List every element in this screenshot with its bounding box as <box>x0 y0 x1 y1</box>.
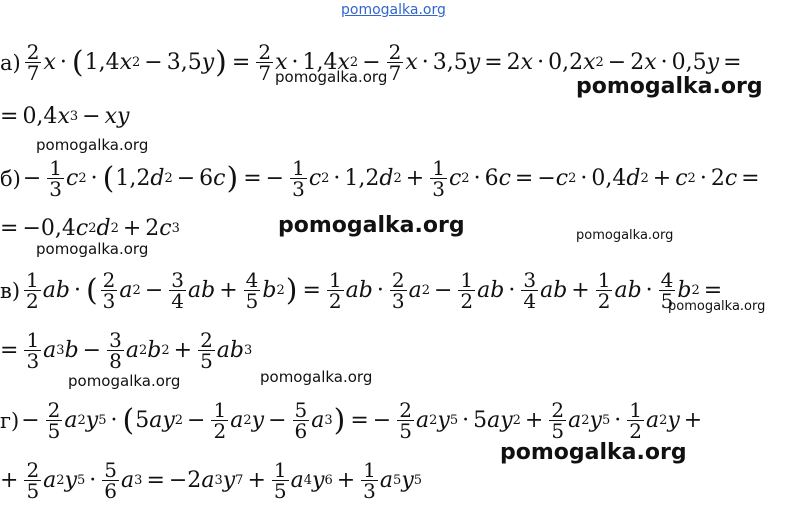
item-label-b: б) <box>0 166 21 191</box>
solution-a-line-1: а) $\frac{2}{7}$ x · ( 1,4 x 2 − 3,5 y ) = $\frac{2}{7}$ x · 1,4 x 2 − $\frac{2}{7}$ x · 3,5 y = 2 x · 0,2 x 2 − 2 x · 0,5 y = <box>0 40 742 85</box>
watermark: pomogalka.org <box>36 136 149 154</box>
item-label-v: в) <box>0 278 21 303</box>
solution-a-line-2: = 0,4 x 3 − xy <box>0 104 130 129</box>
solution-v-line-2: = $\frac{1}{3}$ a 3 b − $\frac{3}{8}$ a 2 b 2 + $\frac{2}{5}$ ab 3 <box>0 328 253 373</box>
fraction: $\frac{2}{7}$ <box>258 40 272 85</box>
watermark: pomogalka.org <box>500 440 687 465</box>
fraction: $\frac{2}{5}$ <box>200 328 213 373</box>
fraction: $\frac{3}{4}$ <box>523 268 537 313</box>
fraction: $\frac{2}{5}$ <box>47 398 61 443</box>
fraction: $\frac{1}{5}$ <box>273 458 287 503</box>
watermark: pomogalka.org <box>275 68 388 86</box>
fraction: $\frac{1}{2}$ <box>629 398 642 443</box>
solution-g-line-2: + $\frac{2}{5}$ a 2 y 5 · $\frac{5}{6}$ a 3 = −2 a 3 y 7 + $\frac{1}{5}$ a 4 y 6 + $\frac{1}{3}$ a 5 y 5 <box>0 458 423 503</box>
site-watermark-link[interactable]: pomogalka.org <box>341 2 446 18</box>
fraction: $\frac{2}{7}$ <box>388 40 402 85</box>
fraction: $\frac{1}{3}$ <box>49 156 63 201</box>
item-label-a: а) <box>0 50 21 75</box>
fraction: $\frac{1}{3}$ <box>292 156 305 201</box>
solution-g-line-1: г) − $\frac{2}{5}$ a 2 y 5 · ( 5 ay 2 − $\frac{1}{2}$ a 2 y − $\frac{5}{6}$ a 3 ) = − $\frac{2}{5}$ a 2 y 5 · 5 ay 2 + $\frac{2}{5}$ a 2 y 5 · $\frac{1}{2}$ a 2 y + <box>0 398 703 443</box>
fraction: $\frac{2}{3}$ <box>391 268 405 313</box>
fraction: $\frac{1}{2}$ <box>26 268 39 313</box>
fraction: $\frac{2}{5}$ <box>399 398 412 443</box>
fraction: $\frac{3}{4}$ <box>171 268 184 313</box>
watermark: pomogalka.org <box>576 74 763 99</box>
watermark: pomogalka.org <box>576 228 674 243</box>
fraction: $\frac{5}{6}$ <box>104 458 118 503</box>
watermark: pomogalka.org <box>278 213 465 238</box>
fraction: $\frac{1}{3}$ <box>432 156 445 201</box>
fraction: $\frac{2}{3}$ <box>102 268 116 313</box>
fraction: $\frac{5}{6}$ <box>294 398 308 443</box>
fraction: $\frac{1}{2}$ <box>460 268 474 313</box>
solution-b-line-1: б) − $\frac{1}{3}$ c 2 · ( 1,2 d 2 − 6 c ) = − $\frac{1}{3}$ c 2 · 1,2 d 2 + $\frac{1}{3}$ c 2 · 6 c = − c 2 · 0,4 d 2 + c 2 · 2 c = <box>0 156 760 201</box>
fraction: $\frac{2}{7}$ <box>26 40 40 85</box>
fraction: $\frac{1}{2}$ <box>328 268 342 313</box>
fraction: $\frac{1}{3}$ <box>26 328 40 373</box>
fraction: $\frac{1}{2}$ <box>213 398 227 443</box>
watermark: pomogalka.org <box>668 299 766 314</box>
watermark: pomogalka.org <box>260 368 373 386</box>
item-label-g: г) <box>0 408 20 433</box>
fraction: $\frac{4}{5}$ <box>660 268 674 313</box>
fraction: $\frac{1}{3}$ <box>363 458 376 503</box>
watermark: pomogalka.org <box>36 240 149 258</box>
fraction: $\frac{4}{5}$ <box>245 268 259 313</box>
fraction: $\frac{1}{2}$ <box>597 268 611 313</box>
watermark: pomogalka.org <box>68 372 181 390</box>
solution-b-line-2: = − 0,4 c 2 d 2 + 2 c 3 <box>0 216 180 241</box>
fraction: $\frac{2}{5}$ <box>551 398 565 443</box>
solution-v-line-1: в) $\frac{1}{2}$ ab · ( $\frac{2}{3}$ a 2 − $\frac{3}{4}$ ab + $\frac{4}{5}$ b 2 ) = $\frac{1}{2}$ ab · $\frac{2}{3}$ a 2 − $\frac{1}{2}$ ab · $\frac{3}{4}$ ab + $\frac{1}{2}$ ab · $\frac{4}{5}$ b 2 = <box>0 268 723 313</box>
fraction: $\frac{3}{8}$ <box>109 328 122 373</box>
fraction: $\frac{2}{5}$ <box>26 458 40 503</box>
